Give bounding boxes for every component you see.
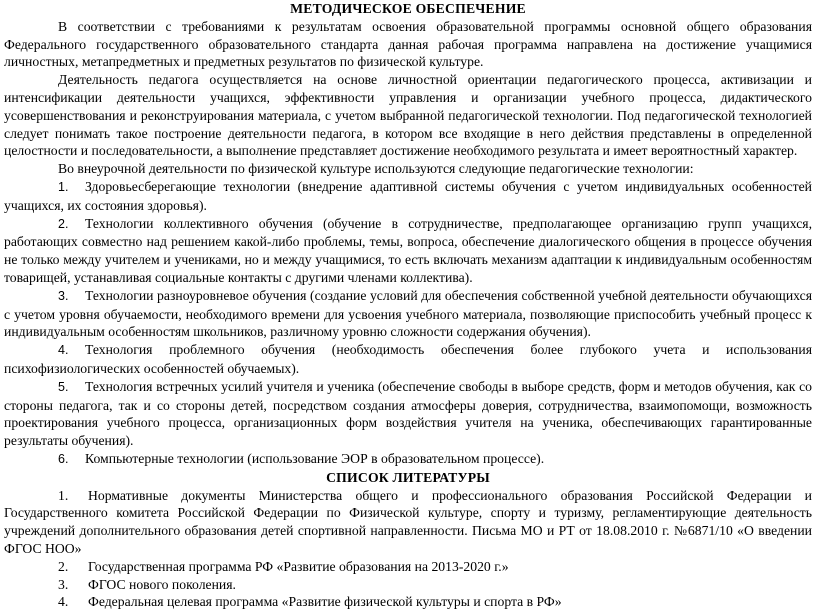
- list-item-number: 5.: [58, 379, 69, 394]
- list-item-text: Технологии коллективного обучения (обучение в сотрудничестве, предполагающее организацию групп учащихся, работающих совместно над решением какой-либо проблемы, темы, вопроса, обеспечение диалогического общения в процессе обучения не только между учителем и учениками, но и между учащимися, то есть включать механизм адаптации к индивидуальным особенностям товарищей, устанавливая социальные контакты с другими членами коллектива).: [4, 215, 812, 285]
- reference-text: ФГОС нового поколения.: [88, 576, 236, 592]
- list-item-text: Здоровьесберегающие технологии (внедрение адаптивной системы обучения с учетом индивидуальных особенностей учащихся, их состояния здоровья).: [4, 178, 812, 213]
- literature-list: [4, 487, 812, 611]
- list-item-text: Компьютерные технологии (использование ЭОР в образовательном процессе).: [85, 450, 545, 466]
- paragraph-teacher-activity: Деятельность педагога осуществляется на основе личностной ориентации педагогического процесса, активизации и интенсификации деятельности учащихся, эффективности управления и организации учебного процесса, дидактического усовершенствования и реконструирования материала, с учетом выбранной педагогической технологии. Под педагогической технологией следует понимать такое построение деятельности педагога, в котором все входящие в него действия представлены в определенной целостности и последовательности, а выполнение представляет достижение необходимого результата и имеет вероятностный характер.: [4, 72, 812, 159]
- list-item: [4, 215, 812, 287]
- list-item-number: 3.: [58, 288, 69, 303]
- reference-text: Нормативные документы Министерства общего и профессионального образования Российской Федерации и Государственного комитета Российской Федерации по Физической культуре, спорту и туризму, регламентирующие деятельность учреждений дополнительного образования детей спортивной направленности. Письма МО и РТ от 18.08.2010 г. №6871/10 «О введении ФГОС НОО»: [4, 487, 812, 556]
- reference-item: [4, 487, 812, 558]
- section-title-methodical: МЕТОДИЧЕСКОЕ ОБЕСПЕЧЕНИЕ: [290, 1, 526, 16]
- list-item: [4, 450, 812, 469]
- reference-item: [4, 558, 812, 576]
- list-item-number: 1.: [58, 179, 69, 194]
- paragraph-requirements: В соответствии с требованиями к результатам освоения образовательной программы основной общего образования Федерального государственного образовательного стандарта данная рабочая программа направлена на достижение учащимися личностных, метапредметных и предметных результатов по физической культуре.: [4, 18, 812, 70]
- technologies-list: [4, 178, 812, 469]
- reference-number: 3.: [58, 576, 69, 592]
- section-title-literature: СПИСОК ЛИТЕРАТУРЫ: [326, 469, 490, 485]
- list-item-number: 6.: [58, 451, 69, 466]
- list-item: [4, 341, 812, 378]
- list-item-text: Технологии разноуровневое обучения (создание условий для обеспечения собственной учебной деятельности обучающихся с учетом уровня обучаемости, необходимого времени для усвоения учебного материала, позволяющие приспособить учебный процесс к индивидуальным особенностям школьников, различному уровню сложности содержания обучения).: [4, 287, 812, 340]
- reference-text: Федеральная целевая программа «Развитие физической культуры и спорта в РФ»: [88, 594, 562, 610]
- list-item-number: 4.: [58, 343, 69, 358]
- reference-text: Государственная программа РФ «Развитие образования на 2013-2020 г.»: [88, 558, 509, 574]
- paragraph-technologies-intro: Во внеурочной деятельности по физической культуре используются следующие педагогические технологии:: [58, 161, 694, 177]
- list-item: [4, 178, 812, 215]
- document-page: [4, 0, 812, 611]
- reference-number: 4.: [58, 594, 69, 610]
- list-item-text: Технология встречных усилий учителя и ученика (обеспечение свободы в выборе средств, форм и методов обучения, как со стороны педагога, так и со стороны детей, посредством создания атмосферы доверия, сотрудничества, взаимопомощи, возможность проектирования учебного процесса, организационных форм воздействия учителя на ученика, обеспечивающих гарантированные результаты обучения).: [4, 378, 812, 449]
- list-item-number: 2.: [58, 216, 69, 231]
- list-item-text: Технология проблемного обучения (необходимость обеспечения более глубокого учета и использования психофизиологических особенностей обучаемых).: [4, 342, 812, 376]
- reference-item: [4, 576, 812, 594]
- list-item: [4, 378, 812, 450]
- reference-number: 1.: [58, 487, 69, 503]
- reference-item: [4, 593, 812, 611]
- list-item: [4, 287, 812, 341]
- reference-number: 2.: [58, 558, 69, 574]
